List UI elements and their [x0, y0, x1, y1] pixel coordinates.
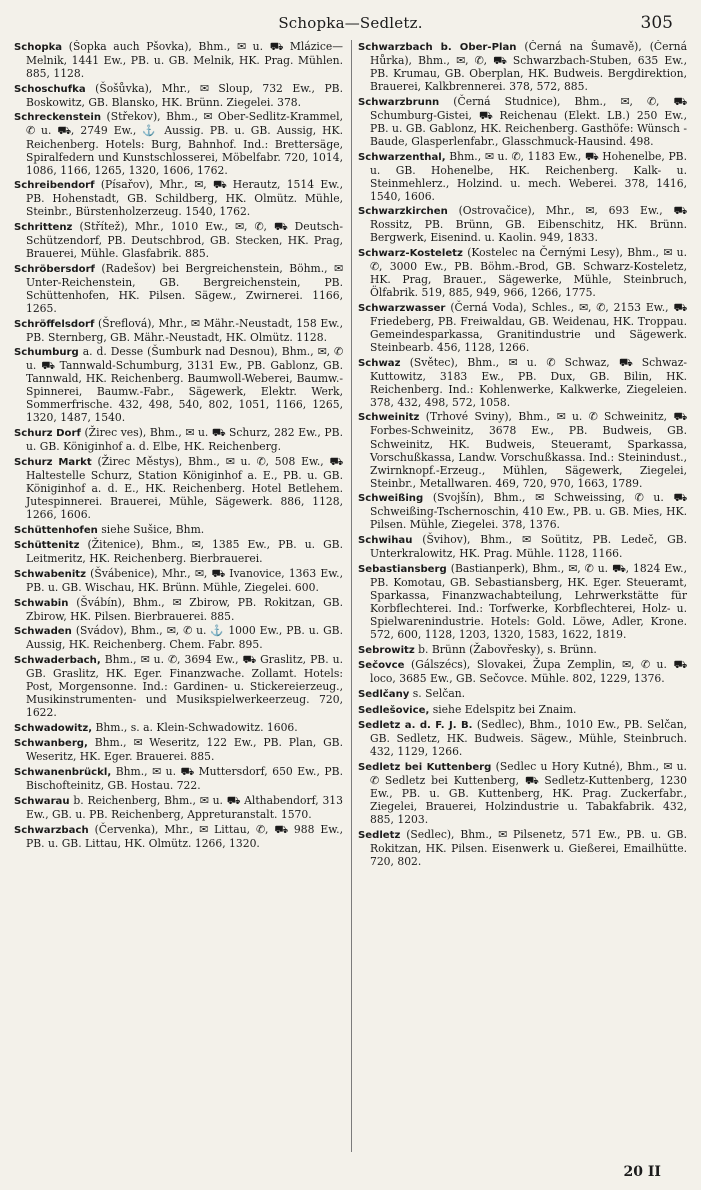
directory-entry	[14, 178, 343, 218]
directory-entry	[358, 828, 687, 868]
directory-entry	[358, 150, 687, 203]
entry-text: s. Selčan.	[409, 686, 466, 700]
entry-headword: Sedletz a. d. F. J. B.	[358, 720, 473, 732]
entry-headword: Schwarzbach b. Ober-Plan	[358, 42, 517, 53]
entry-headword: Schwaderbach,	[14, 654, 101, 666]
entry-headword: Schurz Markt	[14, 456, 92, 468]
entry-text: Bhm., ✉ u. ✆, 3694 Ew., ⛟ Graslitz, PB. u. GB. Graslitz, HK. Eger. Finanzwache. Zollamt. Hotels: Post, Morgensonne. Ind.: Gardinen- u. Stickereierzeug., Musikinstrumenten- und Musikspielwerkeerzeug. 720, 1622.	[26, 652, 343, 720]
entry-headword: Schurz Dorf	[14, 428, 81, 440]
entry-text: (Svádov), Bhm., ✉, ✆ u. ⚓ 1000 Ew., PB. u. GB. Aussig, HK. Reichenberg. Chem. Fabr. 895.	[26, 624, 343, 652]
entry-text: (Šošůvka), Mhr., ✉ Sloup, 732 Ew., PB. Boskowitz, GB. Blansko, HK. Brünn. Ziegelei. 378.	[26, 81, 343, 109]
entry-text: (Radešov) bei Bergreichenstein, Böhm., ✉ Unter-Reichenstein, GB. Bergreichenstein, PB. Schüttenhofen, HK. Pilsen. Sägew., Zwirnerei. 1166, 1265.	[26, 261, 343, 315]
directory-entry	[358, 533, 687, 560]
entry-headword: Schopka	[14, 42, 63, 53]
directory-entry	[14, 596, 343, 623]
entry-headword: Schwarzbach	[14, 824, 89, 836]
entry-headword: Schrittenz	[14, 221, 73, 233]
entry-text: Bhm., ✉ Weseritz, 122 Ew., PB. Plan, GB. Weseritz, HK. Eger. Brauerei. 885.	[26, 736, 343, 764]
directory-entry	[14, 523, 343, 537]
entry-text: (Šopka auch Pšovka), Bhm., ✉ u. ⛟ Mlázice—Melnik, 1441 Ew., PB. u. GB. Melnik, HK. Prag. Mühlen. 885, 1128.	[26, 40, 343, 81]
entry-text: (Trhové Sviny), Bhm., ✉ u. ✆ Schweinitz, ⛟ Forbes-Schweinitz, 3678 Ew., PB. Budweis, GB. Schweinitz, HK. Budweis, Steueramt, Sparkassa, Vorschußkassa, Landw. Vorschußkassa. Ind.: Steinindust., Zwirnknopf.-Erzeug., Mühlen, Sägewerk, Ziegelei, Steinbr., Metallwaren. 469, 720, 970, 1663, 1789.	[370, 410, 687, 490]
directory-entry	[358, 760, 687, 826]
entry-text: (Ostrovačice), Mhr., ✉, 693 Ew., ⛟ Rossitz, PB. Brünn, GB. Eibenschitz, HK. Brünn. Bergwerk, Eisenind. u. Kaolin. 949, 1833.	[370, 204, 687, 245]
entry-headword: Schumburg	[14, 347, 79, 359]
directory-entry	[14, 538, 343, 565]
directory-entry	[14, 567, 343, 594]
directory-entry	[14, 765, 343, 792]
entry-text: (Bastianperk), Bhm., ✉, ✆ u. ⛟, 1824 Ew., PB. Komotau, GB. Sebastiansberg, HK. Eger. Steueramt, Sparkassa, Finanzwachabteilung, Lehrwerkstätte für Korbflechterei. Ind.: Torfwerke, Korbflechterei, Holz- u. Spielwarenindustrie. Hotels: Gold. Löwe, Adler, Krone. 572, 600, 1128, 1203, 1320, 1583, 1622, 1819.	[370, 561, 687, 641]
entry-text: (Švábenice), Mhr., ✉, ⛟ Ivanovice, 1363 Ew., PB. u. GB. Wischau, HK. Brünn. Mühle, Ziegelei. 600.	[26, 566, 343, 594]
directory-entry	[14, 110, 343, 176]
directory-entry	[14, 736, 343, 763]
directory-entry	[14, 721, 343, 735]
entry-headword: Schreckenstein	[14, 112, 102, 124]
entry-headword: Schweinitz	[358, 412, 420, 424]
entry-text: (Sedlec u Hory Kutné), Bhm., ✉ u. ✆ Sedletz bei Kuttenberg, ⛟ Sedletz-Kuttenberg, 1230 Ew., PB. u. GB. Kuttenberg, HK. Prag. Zuckerfabr., Ziegelei, Brauerei, Holzindustrie u. Tabakfabrik. 432, 885, 1203.	[370, 759, 687, 827]
directory-entry	[358, 246, 687, 299]
directory-entry	[14, 345, 343, 424]
entry-text: (Sedlec), Bhm., 1010 Ew., PB. Selčan, GB. Sedletz, HK. Budweis. Sägew., Mühle, Steinbruch. 432, 1129, 1266.	[370, 718, 687, 759]
directory-entry	[14, 220, 343, 260]
entry-headword: Schwanenbrückl,	[14, 767, 112, 779]
entry-headword: Schwanberg,	[14, 738, 88, 750]
page-number: 305	[640, 13, 673, 33]
directory-entry	[358, 687, 687, 701]
entry-headword: Schwaz	[358, 357, 401, 369]
entry-text: (Žirec ves), Bhm., ✉ u. ⛟ Schurz, 282 Ew., PB. u. GB. Königinhof a. d. Elbe, HK. Reichenberg.	[26, 426, 343, 454]
entry-headword: Schwarzbrunn	[358, 96, 440, 108]
directory-entry	[358, 643, 687, 657]
directory-entry	[14, 653, 343, 719]
entry-text: b. Reichenberg, Bhm., ✉ u. ⛟ Althabendorf, 313 Ew., GB. u. PB. Reichenberg, Appreturanstalt. 1570.	[26, 793, 343, 821]
directory-entry	[358, 204, 687, 244]
entry-headword: Schwarzwasser	[358, 302, 446, 314]
entry-text: (Světec), Bhm., ✉ u. ✆ Schwaz, ⛟ Schwaz-Kuttowitz, 3183 Ew., PB. Dux, GB. Bilin, HK. Reichenberg. Ind.: Kohlenwerke, Kalkwerke, Ziegeleien. 378, 432, 498, 572, 1058.	[370, 355, 687, 409]
entry-headword: Schüttenitz	[14, 540, 80, 552]
entry-text: b. Brünn (Žabovřesky), s. Brünn.	[414, 642, 597, 656]
entry-headword: Sedlešovice,	[358, 704, 430, 716]
entry-text: siehe Edelspitz bei Znaim.	[429, 702, 577, 716]
directory-entry	[14, 823, 343, 850]
directory-entry	[358, 301, 687, 354]
entry-text: (Sedlec), Bhm., ✉ Pilsenetz, 571 Ew., PB. u. GB. Rokitzan, HK. Pilsen. Eisenwerk u. Gießerei, Emailhütte. 720, 802.	[370, 827, 687, 868]
left-column	[14, 40, 343, 1152]
directory-entry	[358, 410, 687, 489]
entry-text: Bhm., s. a. Klein-Schwadowitz. 1606.	[92, 720, 298, 734]
entry-headword: Sedletz	[358, 829, 401, 841]
directory-entry	[358, 718, 687, 758]
entry-headword: Schüttenhofen	[14, 524, 98, 536]
entry-headword: Sedletz bei Kuttenberg	[358, 761, 492, 773]
entry-text: (Šreflová), Mhr., ✉ Mähr.-Neustadt, 158 Ew., PB. Sternberg, GB. Mähr.-Neustadt, HK. Olmütz. 1128.	[26, 316, 343, 344]
page-header	[14, 10, 687, 40]
directory-entry	[14, 262, 343, 315]
directory-entry	[14, 624, 343, 651]
directory-entry	[358, 703, 687, 717]
directory-entry	[358, 658, 687, 685]
directory-entry	[358, 356, 687, 409]
entry-headword: Schwaden	[14, 626, 72, 638]
directory-entry	[14, 317, 343, 344]
entry-text: siehe Sušice, Bhm.	[97, 522, 205, 536]
right-column	[351, 40, 687, 1152]
entry-headword: Schwabenitz	[14, 568, 86, 580]
entry-text: (Červenka), Mhr., ✉ Littau, ✆, ⛟ 988 Ew., PB. u. GB. Littau, HK. Olmütz. 1266, 1320.	[26, 822, 343, 850]
entry-text: (Písařov), Mhr., ✉, ⛟ Herautz, 1514 Ew., PB. Hohenstadt, GB. Schildberg, HK. Olmütz. Mühle, Steinbr., Bürstenholzerzeug. 1540, 1762.	[26, 178, 343, 219]
entry-headword: Schweißing	[358, 493, 424, 505]
entry-text: (Černá Studnice), Bhm., ✉, ✆, ⛟ Schumburg-Gistei, ⛟ Reichenau (Elekt. LB.) 250 Ew., PB. u. GB. Gablonz, HK. Reichenberg. Gasthöfe: Wünsch - Baude, Glasperlenfabr., Glasschmuck-Hausind. 498.	[370, 94, 687, 148]
entry-headword: Schreibendorf	[14, 180, 95, 192]
entry-text: (Švábín), Bhm., ✉ Zbirow, PB. Rokitzan, GB. Zbirow, HK. Pilsen. Bierbrauerei. 885.	[26, 595, 343, 623]
entry-text: (Střekov), Bhm., ✉ Ober-Sedlitz-Krammel, ✆ u. ⛟, 2749 Ew., ⚓ Aussig. PB. u. GB. Aussig, HK. Reichenberg. Hotels: Burg, Bahnhof. Ind.: Brettersäge, Spiralfedern und Kunstschlosserei, Möbelfabr. 720, 1014, 1086, 1166, 1265, 1320, 1606, 1762.	[26, 110, 343, 177]
entry-text: Bhm., ✉ u. ⛟ Muttersdorf, 650 Ew., PB. Bischofteinitz, GB. Hostau. 722.	[26, 765, 343, 793]
entry-text: a. d. Desse (Šumburk nad Desnou), Bhm., ✉, ✆ u. ⛟ Tannwald-Schumburg, 3131 Ew., PB. Gablonz, GB. Tannwald, HK. Reichenberg. Baumwoll-Weberei, Baumw.-Spinnerei, Baumw.-Fabr., Sägewerk, Elektr. Werk, Sommerfrische. 432, 498, 540, 802, 1051, 1166, 1265, 1320, 1487, 1540.	[26, 345, 343, 425]
printer-signature: 20 II	[623, 1164, 661, 1180]
entry-text: (Žitenice), Bhm., ✉, 1385 Ew., PB. u. GB. Leitmeritz, HK. Reichenberg. Bierbrauerei.	[26, 538, 343, 566]
directory-entry	[358, 95, 687, 148]
two-column-body	[14, 40, 687, 1152]
entry-text: (Kostelec na Černými Lesy), Bhm., ✉ u. ✆, 3000 Ew., PB. Böhm.-Brod, GB. Schwarz-Kosteletz, HK. Prag, Brauer., Sägewerke, Mühle, Steinbruch, Ölfabrik. 519, 885, 949, 966, 1266, 1775.	[370, 246, 687, 300]
entry-headword: Schröbersdorf	[14, 263, 95, 275]
entry-headword: Schwarzenthal,	[358, 151, 446, 163]
entry-headword: Schröffelsdorf	[14, 318, 95, 330]
entry-headword: Schwadowitz,	[14, 722, 93, 734]
directory-entry	[14, 794, 343, 821]
entry-text: (Černá Voda), Schles., ✉, ✆, 2153 Ew., ⛟ Friedeberg, PB. Freiwaldau, GB. Weidenau, HK. Troppau. Gemeindesparkassa, Granitindustrie und Sägewerk. Steinbearb. 456, 1128, 1266.	[370, 300, 687, 354]
directory-entry	[14, 40, 343, 80]
entry-headword: Schwabin	[14, 597, 69, 609]
directory-entry	[358, 491, 687, 531]
entry-headword: Schwarz-Kosteletz	[358, 248, 463, 260]
directory-entry	[14, 455, 343, 521]
entry-headword: Sebrowitz	[358, 644, 415, 656]
entry-headword: Sedlčany	[358, 688, 410, 700]
entry-text: (Černá na Šumavě), (Černá Hůrka), Bhm., ✉, ✆, ⛟ Schwarzbach-Stuben, 635 Ew., PB. Krumau, GB. Oberplan, HK. Budweis. Bergdirektion, Brauerei, Kalkbrennerei. 378, 572, 885.	[370, 40, 687, 94]
entry-text: (Žirec Městys), Bhm., ✉ u. ✆, 508 Ew., ⛟ Haltestelle Schurz, Station Königinhof a. E., PB. u. GB. Königinhof a. d. E., HK. Reichenberg. Hotel Betlehem. Jutespinnerei. Brauerei, Mühle, Sägewerk. 886, 1128, 1266, 1606.	[26, 454, 343, 521]
entry-text: (Švihov), Bhm., ✉ Soütitz, PB. Ledeč, GB. Unterkralowitz, HK. Prag. Mühle. 1128, 1166.	[370, 533, 687, 561]
entry-headword: Sečovce	[358, 660, 405, 672]
directory-entry	[14, 426, 343, 453]
directory-entry	[14, 82, 343, 109]
entry-text: Bhm., ✉ u. ✆, 1183 Ew., ⛟ Hohenelbe, PB. u. GB. Hohenelbe, HK. Reichenberg. Kalk- u. Steinmehlerz., Holzind. u. mech. Weberei. 378, 1416, 1540, 1606.	[370, 149, 687, 203]
running-head: Schopka—Sedletz.	[278, 14, 423, 32]
directory-entry	[358, 562, 687, 641]
entry-text: (Svojšín), Bhm., ✉ Schweissing, ✆ u. ⛟ Schweißing-Tschernoschin, 410 Ew., PB. u. GB. Mies, HK. Pilsen. Mühle, Ziegelei. 378, 1376.	[370, 491, 687, 532]
entry-headword: Schwarau	[14, 795, 70, 807]
entry-text: (Gálszécs), Slovakei, Župa Zemplin, ✉, ✆ u. ⛟ loco, 3685 Ew., GB. Sečovce. Mühle. 802, 1229, 1376.	[370, 658, 687, 686]
entry-headword: Schoschufka	[14, 83, 86, 95]
entry-headword: Schwihau	[358, 535, 413, 547]
entry-headword: Sebastiansberg	[358, 563, 447, 575]
entry-text: (Střítež), Mhr., 1010 Ew., ✉, ✆, ⛟ Deutsch-Schützendorf, PB. Deutschbrod, GB. Stecken, HK. Prag, Brauerei, Mühle. Glasfabrik. 885.	[26, 219, 343, 261]
entry-headword: Schwarzkirchen	[358, 206, 448, 218]
directory-entry	[358, 40, 687, 93]
